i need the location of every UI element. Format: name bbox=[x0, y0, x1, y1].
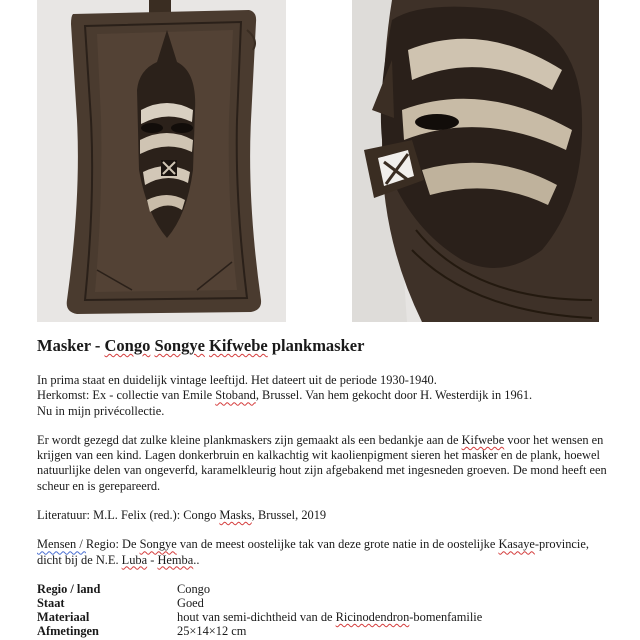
spec-value: 25×14×12 cm bbox=[177, 623, 247, 638]
spec-value: hout van semi-dichtheid van de Ricinodendron-bomenfamilie bbox=[177, 609, 483, 624]
spec-key: Afmetingen bbox=[37, 623, 99, 638]
document-body bbox=[37, 335, 607, 638]
mask-side-photo bbox=[352, 0, 599, 322]
spec-key: Regio / land bbox=[37, 581, 101, 596]
specs-table bbox=[37, 582, 607, 638]
spec-value: Congo bbox=[177, 581, 211, 596]
page-title: Masker - Congo Songye Kifwebe plankmasker bbox=[37, 336, 365, 355]
intro-paragraph: In prima staat en duidelijk vintage leeftijd. Het dateert uit de periode 1930-1940. Herkomst: Ex - collectie van Emile Stoband, Brussel. Van hem gekocht door H. Westerdijk in 1961. Nu in mijn privécollectie. bbox=[37, 373, 533, 418]
people-region-paragraph: Mensen / Regio: De Songye van de meest oostelijke tak van deze grote natie in de oostelijke Kasaye-provincie, dicht bij de N.E. Luba - Hemba.. bbox=[37, 537, 589, 567]
description-paragraph: Er wordt gezegd dat zulke kleine plankmaskers zijn gemaakt als een bedankje aan de Kifwebe voor het wensen en krijgen van een kind. Lagen donkerbruin en kalkachtig wit kaolienpigment sieren het masker en de plank, hoewel natuurlijke delen van ongeverfd, karamelkleurig hout zijn afgebakend met ingesneden groeven. De mond heeft een scheur en is gerepareerd. bbox=[37, 432, 607, 493]
spec-key: Materiaal bbox=[37, 609, 90, 624]
spec-value: Goed bbox=[177, 595, 204, 610]
spec-key: Staat bbox=[37, 595, 65, 610]
mask-front-photo bbox=[37, 0, 286, 322]
literature-paragraph: Literatuur: M.L. Felix (red.): Congo Masks, Brussel, 2019 bbox=[37, 508, 327, 523]
